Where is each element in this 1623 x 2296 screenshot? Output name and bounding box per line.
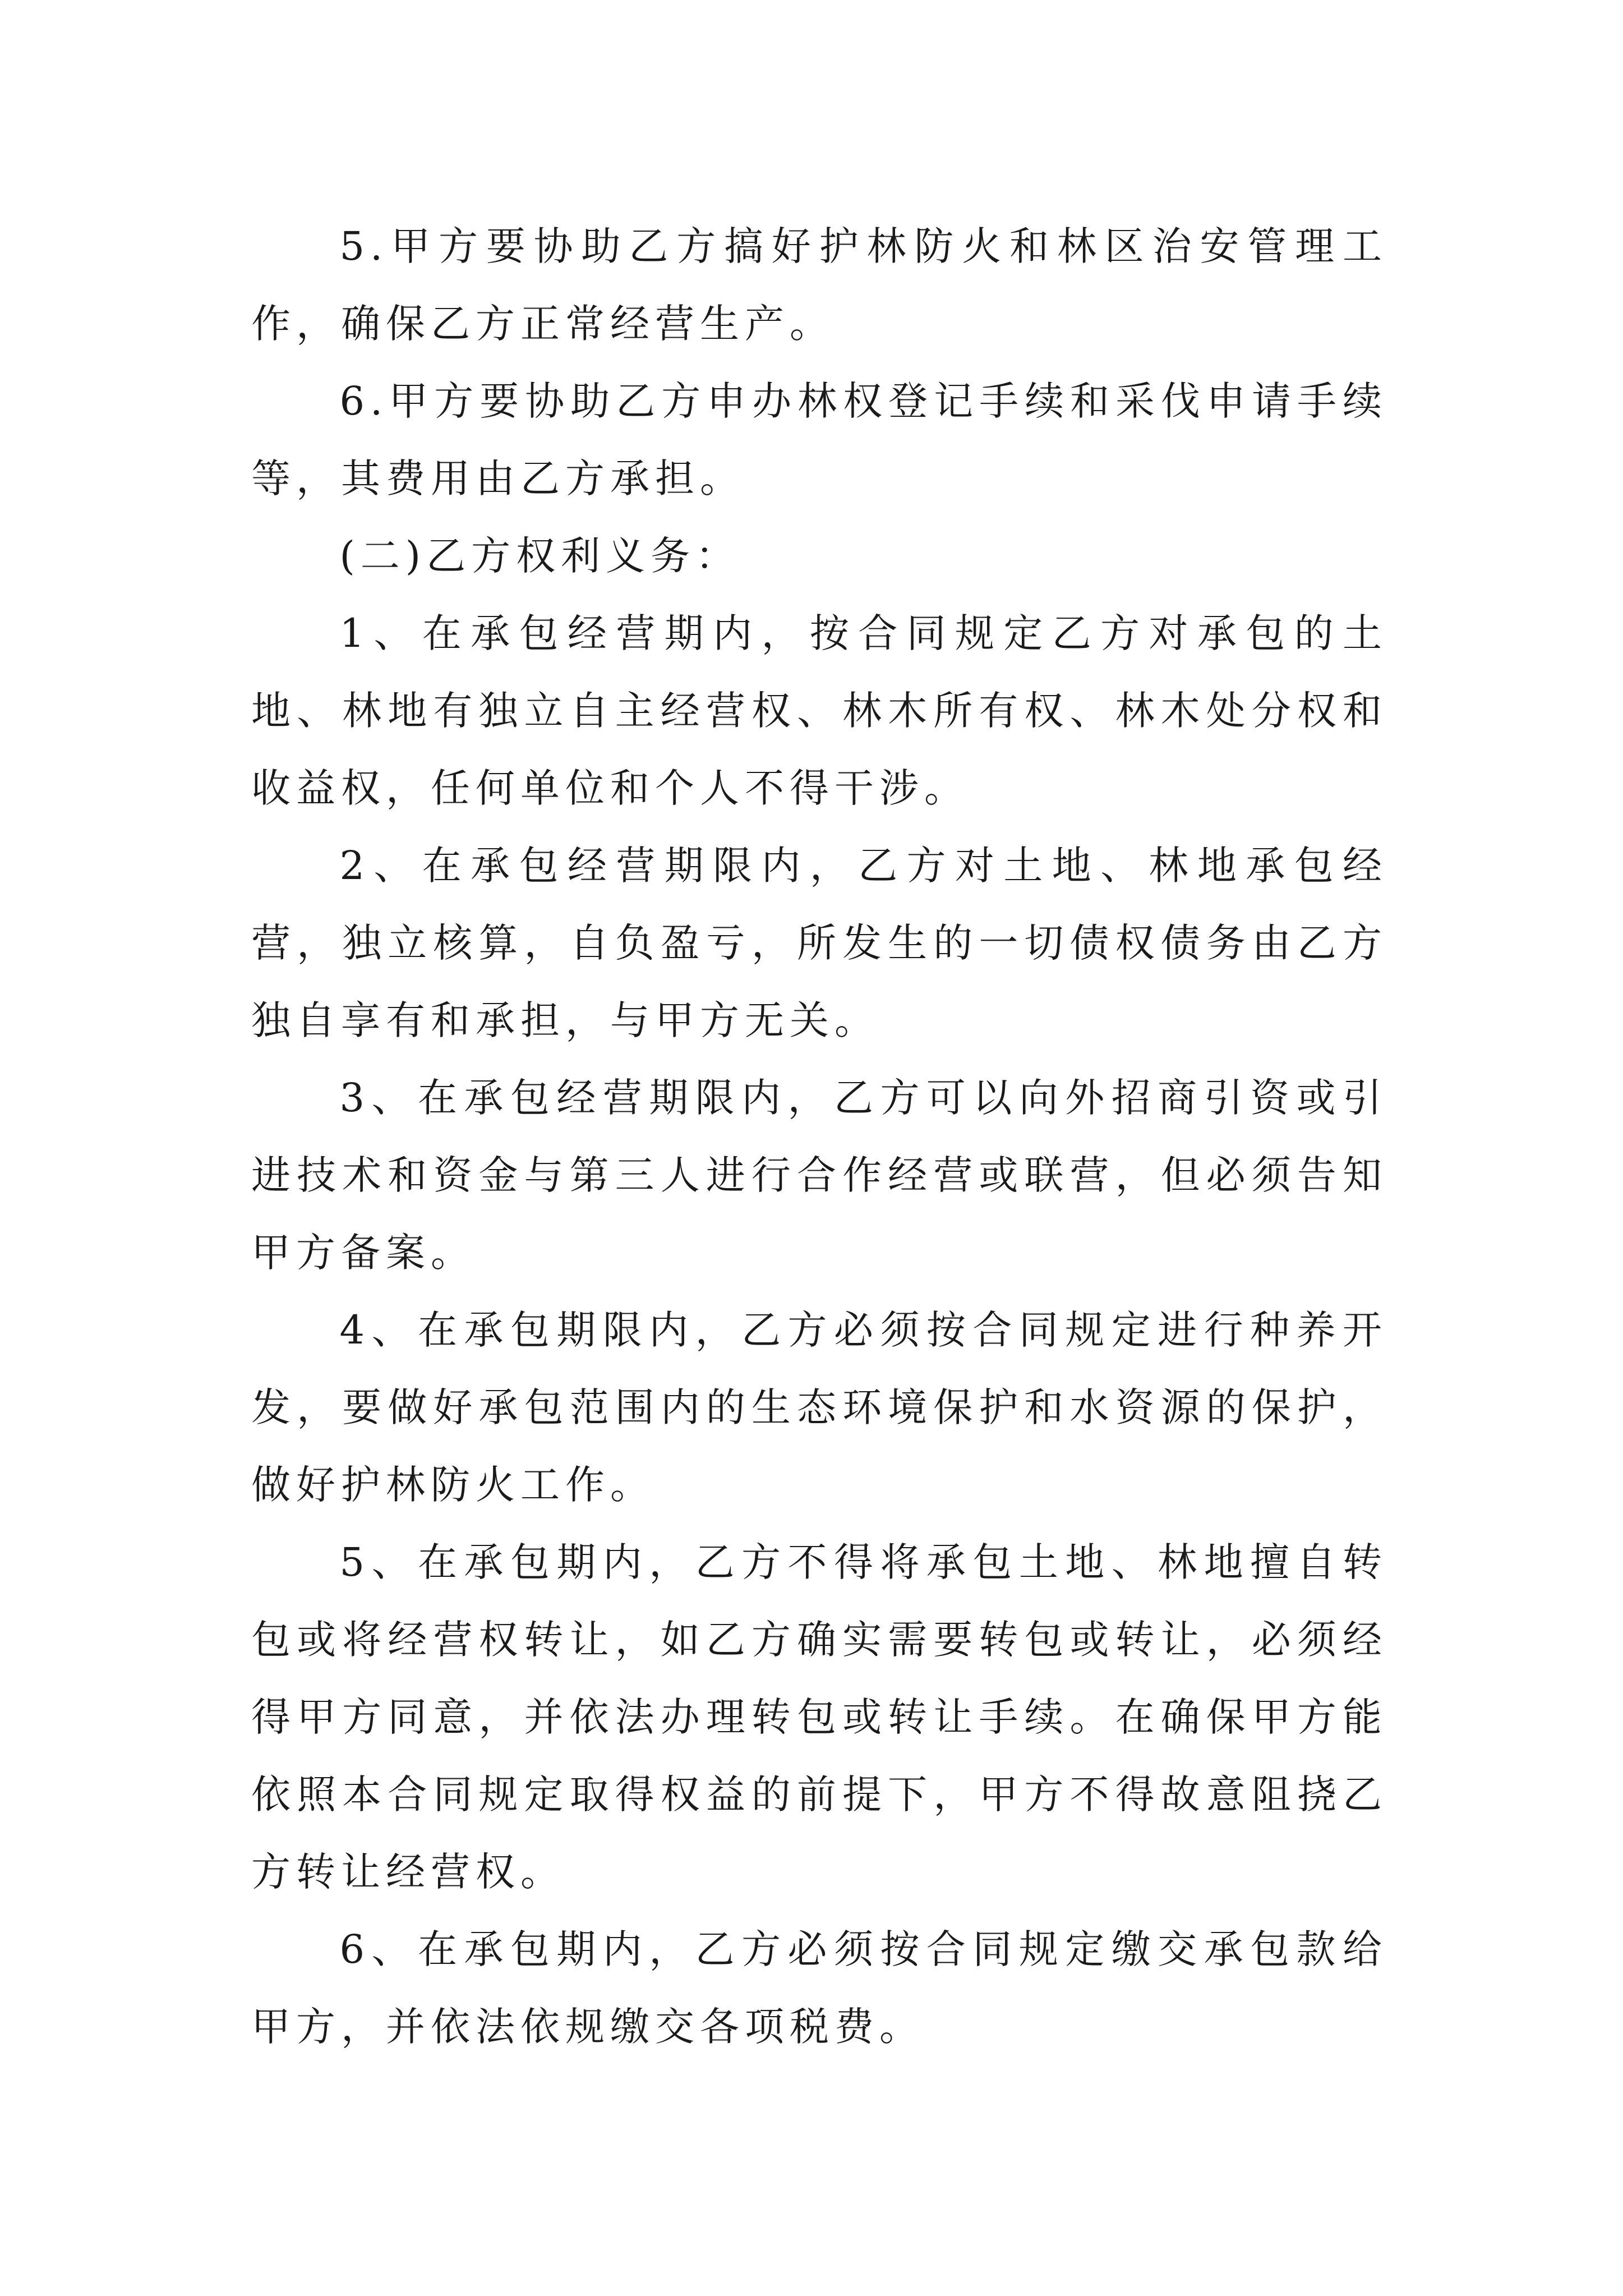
paragraph-party-a-clause-5: 5.甲方要协助乙方搞好护林防火和林区治安管理工作，确保乙方正常经营生产。: [251, 223, 1387, 347]
section-heading-party-b-rights: (二)乙方权利义务：: [339, 533, 741, 579]
paragraph-party-b-clause-5: 5、在承包期内，乙方不得将承包土地、林地擅自转包或将经营权转让，如乙方确实需要转包或转让，必须经得甲方同意，并依法办理转包或转让手续。在确保甲方能依照本合同规定取得权益的前提下，甲方不得故意阻挠乙方转让经营权。: [251, 1539, 1387, 1895]
paragraph-party-b-clause-1: 1、在承包经营期内，按合同规定乙方对承包的土地、林地有独立自主经营权、林木所有权、林木处分权和收益权，任何单位和个人不得干涉。: [251, 610, 1387, 811]
paragraph-party-b-clause-6: 6、在承包期内，乙方必须按合同规定缴交承包款给甲方，并依法依规缴交各项税费。: [251, 1926, 1387, 2050]
paragraph-party-b-clause-4: 4、在承包期限内，乙方必须按合同规定进行种养开发，要做好承包范围内的生态环境保护和水资源的保护，做好护林防火工作。: [251, 1307, 1387, 1508]
document-body: [251, 208, 1387, 2065]
paragraph-party-b-clause-2: 2、在承包经营期限内，乙方对土地、林地承包经营，独立核算，自负盈亏，所发生的一切债权债务由乙方独自享有和承担，与甲方无关。: [251, 843, 1387, 1043]
paragraph-party-a-clause-6: 6.甲方要协助乙方申办林权登记手续和采伐申请手续等，其费用由乙方承担。: [251, 378, 1387, 501]
paragraph-party-b-clause-3: 3、在承包经营期限内，乙方可以向外招商引资或引进技术和资金与第三人进行合作经营或联营，但必须告知甲方备案。: [251, 1075, 1387, 1276]
